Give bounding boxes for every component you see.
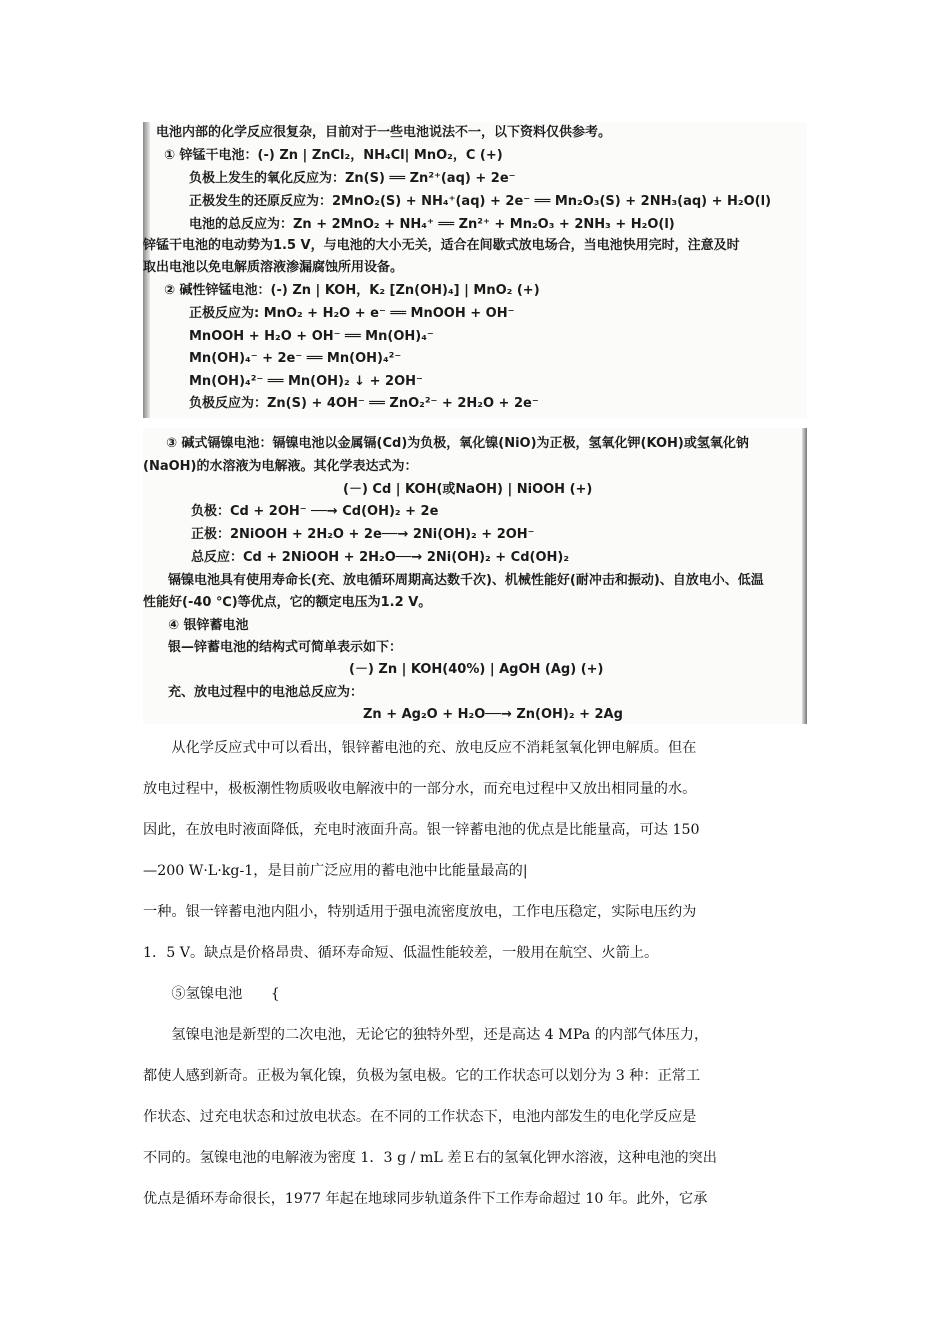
body-text-line: —200 W·L·kg-1，是目前广泛应用的蓄电池中比能量最高的| [143, 863, 528, 879]
body-text-line: 作状态、过充电状态和过放电状态。在不同的工作状态下，电池内部发生的电化学反应是 [143, 1109, 697, 1125]
scan-line: 充、放电过程中的电池总反应为： [168, 685, 364, 700]
scan-line: 镉镍电池具有使用寿命长(充、放电循环周期高达数千次)、机械性能好(耐冲击和振动)、自放电小、低温 [168, 573, 764, 588]
scan-line: 锌锰干电池的电动势为1.5 V，与电池的大小无关，适合在间歇式放电场合，当电池快用完时，注意及时 [143, 238, 740, 253]
body-text-line: 从化学反应式中可以看出，银锌蓄电池的充、放电反应不消耗氢氧化钾电解质。但在 [143, 740, 697, 756]
body-text-line: 优点是循环寿命很长，1977 年起在地球同步轨道条件下工作寿命超过 10 年。此外，它承 [143, 1191, 708, 1207]
scan-line: 正极：2NiOOH + 2H₂O + 2e──→ 2Ni(OH)₂ + 2OH⁻ [191, 527, 535, 542]
scan-line: 正极反应为: MnO₂ + H₂O + e⁻ ══ MnOOH + OH⁻ [189, 306, 515, 321]
body-text-line: 都使人感到新奇。正极为氧化镍，负极为氢电极。它的工作状态可以划分为 3 种：正常工 [143, 1068, 701, 1084]
scanned-excerpt-zinc-manganese [143, 122, 807, 418]
scan-shadow-right [802, 428, 807, 724]
scan-line: Mn(OH)₄²⁻ ══ Mn(OH)₂ ↓ + 2OH⁻ [189, 374, 423, 389]
scan-line: ② 碱性锌锰电池：(-) Zn | KOH，K₂ [Zn(OH)₄] | MnO₂ (+) [164, 283, 540, 298]
scan-line: 负极上发生的氧化反应为：Zn(S) ══ Zn²⁺(aq) + 2e⁻ [189, 171, 516, 186]
scan-line: 性能好(-40 ℃)等优点，它的额定电压为1.2 V。 [143, 595, 432, 610]
scan-line: 正极发生的还原反应为：2MnO₂(S) + NH₄⁺(aq) + 2e⁻ ══ Mn₂O₃(S) + 2NH₃(aq) + H₂O(l) [189, 194, 772, 209]
scan-line: 总反应：Cd + 2NiOOH + 2H₂O──→ 2Ni(OH)₂ + Cd(OH)₂ [191, 550, 570, 565]
body-text-line: 不同的。氢镍电池的电解液为密度 1．3 g / mL 差Ｅ右的氢氧化钾水溶液，这种电池的突出 [143, 1150, 717, 1166]
section-heading-nickel-hydrogen: ⑤氢镍电池 { [143, 986, 280, 1002]
scan-line: 负极：Cd + 2OH⁻ ──→ Cd(OH)₂ + 2e [191, 504, 439, 519]
scan-line: 电池的总反应为：Zn + 2MnO₂ + NH₄⁺ ══ Zn²⁺ + Mn₂O₃ + 2NH₃ + H₂O(l) [189, 217, 675, 232]
scan-line: (－) Cd | KOH(或NaOH) | NiOOH (+) [343, 482, 593, 497]
scan-line: 负极反应为：Zn(S) + 4OH⁻ ══ ZnO₂²⁻ + 2H₂O + 2e⁻ [189, 396, 539, 411]
scan-line: (NaOH)的水溶液为电解液。其化学表达式为： [143, 459, 418, 474]
scan-line: 银—锌蓄电池的结构式可简单表示如下： [168, 640, 403, 655]
scan-line: 取出电池以免电解质溶液渗漏腐蚀所用设备。 [143, 260, 404, 275]
scan-line: ① 锌锰干电池：(-) Zn | ZnCl₂，NH₄Cl| MnO₂，C (+) [164, 148, 503, 163]
scanned-excerpt-nickel-cadmium-silver-zinc [143, 428, 807, 724]
scan-line: (－) Zn | KOH(40%) | AgOH (Ag) (+) [349, 662, 604, 677]
body-text-line: 1．5 V。缺点是价格昂贵、循环寿命短、低温性能较差，一般用在航空、火箭上。 [143, 945, 659, 961]
scan-line: ③ 碱式镉镍电池：镉镍电池以金属镉(Cd)为负极，氧化镍(NiO)为正极，氢氧化钾(KOH)或氢氧化钠 [166, 436, 749, 451]
scan-line: ④ 银锌蓄电池 [168, 618, 249, 633]
scan-line: Zn + Ag₂O + H₂O──→ Zn(OH)₂ + 2Ag [363, 707, 623, 722]
body-text-line: 一种。银一锌蓄电池内阻小，特别适用于强电流密度放电，工作电压稳定，实际电压约为 [143, 904, 697, 920]
scan-line: 电池内部的化学反应很复杂，目前对于一些电池说法不一，以下资料仅供参考。 [156, 125, 612, 140]
body-text-line: 因此，在放电时液面降低，充电时液面升高。银一锌蓄电池的优点是比能量高，可达 150 [143, 822, 700, 838]
scan-line: Mn(OH)₄⁻ + 2e⁻ ══ Mn(OH)₄²⁻ [189, 351, 402, 366]
body-text-line: 氢镍电池是新型的二次电池，无论它的独特外型，还是高达 4 MPa 的内部气体压力， [143, 1027, 709, 1043]
body-text-line: 放电过程中，极板潮性物质吸收电解液中的一部分水，而充电过程中又放出相同量的水。 [143, 781, 697, 797]
scan-line: MnOOH + H₂O + OH⁻ ══ Mn(OH)₄⁻ [189, 329, 434, 344]
